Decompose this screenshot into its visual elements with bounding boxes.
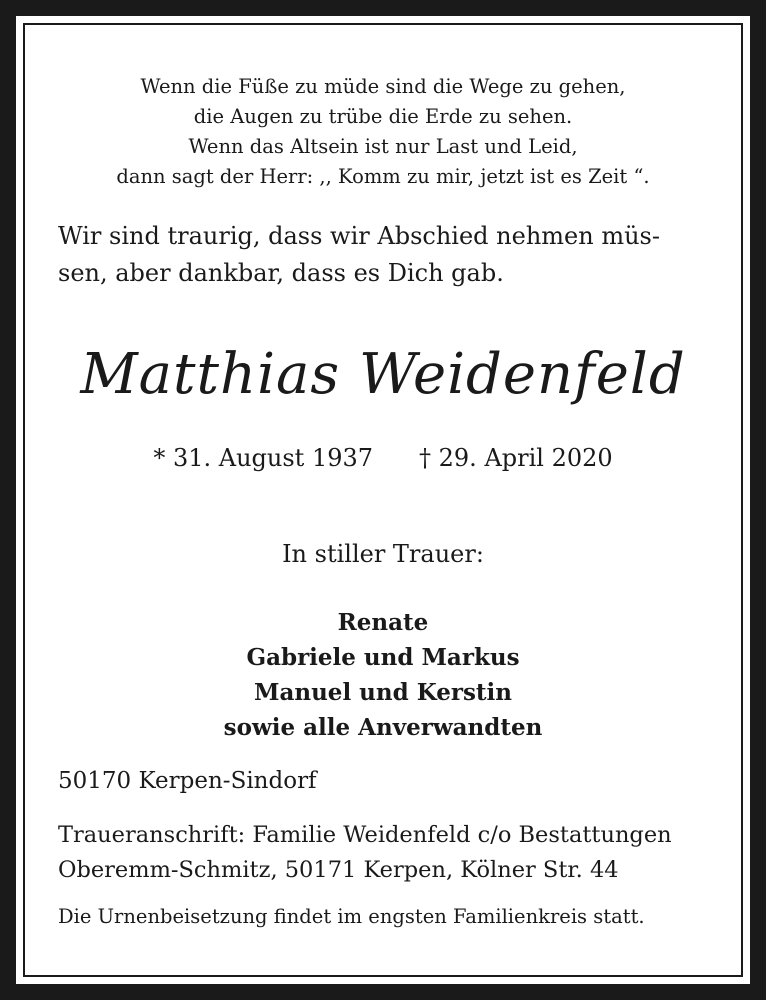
family-member: Renate	[337, 609, 429, 636]
family-member: sowie alle Anverwandten	[223, 714, 543, 741]
poem	[58, 72, 708, 192]
death-date: † 29. April 2020	[419, 444, 613, 472]
intro-line: Wir sind traurig, dass wir Abschied nehmen müs-	[58, 222, 660, 250]
address-line: Oberemm-Schmitz, 50171 Kerpen, Kölner Str. 44	[58, 857, 619, 883]
address-line: Traueranschrift: Familie Weidenfeld c/o Bestattungen	[58, 822, 672, 848]
intro-text	[58, 218, 708, 292]
family-member: Gabriele und Markus	[246, 644, 520, 671]
family-member: Manuel und Kerstin	[254, 679, 512, 706]
mourning-label: In stiller Trauer:	[282, 540, 484, 568]
family-list	[58, 605, 708, 745]
mourning-address	[58, 818, 708, 888]
poem-line: die Augen zu trübe die Erde zu sehen.	[193, 105, 573, 128]
birth-date: * 31. August 1937	[153, 444, 374, 472]
poem-line: dann sagt der Herr: ,, Komm zu mir, jetzt ist es Zeit “.	[116, 165, 650, 188]
deceased-name: Matthias Weidenfeld	[80, 342, 686, 407]
town: 50170 Kerpen-Sindorf	[58, 768, 317, 794]
life-dates	[58, 440, 708, 476]
burial-note: Die Urnenbeisetzung findet im engsten Familienkreis statt.	[58, 905, 645, 928]
intro-line: sen, aber dankbar, dass es Dich gab.	[58, 259, 504, 287]
poem-line: Wenn das Altsein ist nur Last und Leid,	[188, 135, 578, 158]
poem-line: Wenn die Füße zu müde sind die Wege zu gehen,	[140, 75, 626, 98]
